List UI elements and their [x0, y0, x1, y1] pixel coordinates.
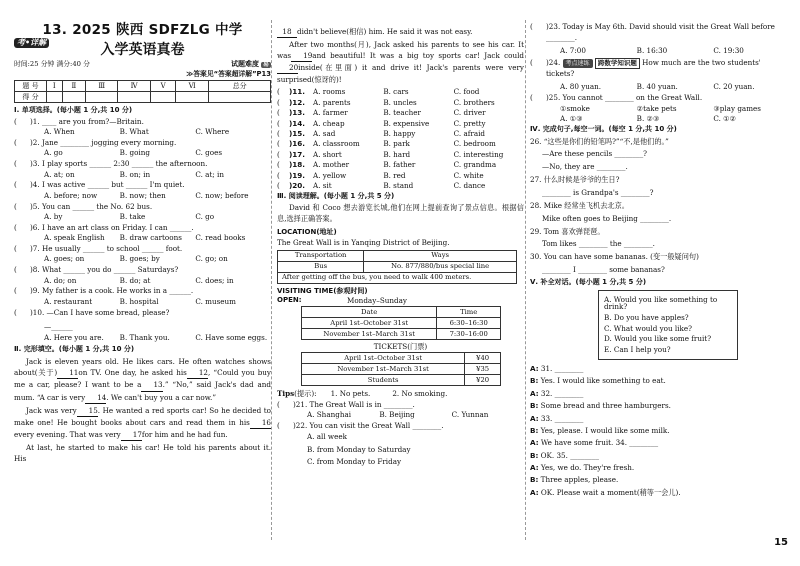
cloze-option-row: ( )20. A. sit B. stand C. dance: [277, 180, 486, 190]
dialogue-line: B: OK. 35. ________: [530, 450, 599, 460]
location-label: LOCATION(地址): [277, 227, 337, 236]
question-options: A. When B. What C. Where: [44, 127, 230, 137]
question-options: A. speak English B. draw cartoons C. read books: [44, 233, 246, 243]
column-3: ( )23. Today is May 6th. David should visit the Great Wall before ________. A. 7:00 B. 16:30 C. 19:30 ( )24. 考点速练 跨数学知识题 How much are the two students' tickets? A. 80 yuan. B. 40 yuan. C. 20 yuan. ( )25. You cannot ________ on the Great Wall. ①smoke ②take pets ③play games A. ①③ B. ②③ C. ①② Ⅳ. 完成句子,每空一词。(每空 1 分,共 10 分) 26. “这些是你们的铅笔吗?”“不,是他们的。” —Are these pencils ________? —No, they are ________. 27. 什么时候是爷爷的生日? ________ is Grandpa's ________? 28. Mike 经常坐飞机去北京。 Mike often goes to Beijing ________. 29. Tom 喜欢弹琵琶。 Tom likes ________ the ________. 30. You can have some bananas. (变一般疑问句) ________ I ________ some bananas? Ⅴ. 补全对话。(每小题 1 分,共 5 分) A. Would you like something to drink? B. Do you have apples? C. What would you like? D. Would you like some fruit? E. Can I help you? A: 31. ________ B: Yes. I would like something to eat. A: 32. ________ B: Some bread and three hamburgers. A: 33. ________ B: Yes, please. I would like some milk. A: We have some fruit. 34. ________ B: OK. 35. ________ A: Yes, we do. They're fresh. B: Three apples, please. A: OK. Please wait a moment(稍等一会儿).: [530, 22, 790, 496]
question-options: A. goes; on B. goes; by C. go; on: [44, 254, 228, 264]
dialogue-line: B: Yes. I would like something to eat.: [530, 376, 666, 386]
page-number: 15: [774, 537, 788, 548]
question-22: ( )22. You can visit the Great Wall ________.: [277, 421, 444, 431]
question-options: A. at; on B. on; in C. at; in: [44, 169, 224, 179]
transport-table: Transportation Ways Bus No. 877/880/bus special line After getting off the bus, you need to walk 400 meters.: [277, 250, 517, 284]
cloze-paragraph-2: Jack was very 15. He wanted a red sports car! So he decided to make one! He bought books about cars and read them in his 16every evening. That was very 17for him and he had fun.: [14, 405, 271, 441]
question-1: ( )1. ____ are you from?—Britain.: [14, 116, 144, 126]
column-divider: [271, 20, 272, 540]
column-1: [14, 18, 271, 464]
column-divider: [525, 20, 526, 540]
difficulty: 试题难度 易: [230, 59, 269, 68]
exam-title: 13. 2025 陕西 SDFZLG 中学: [42, 22, 243, 38]
dialogue-line: A: Yes, we do. They're fresh.: [530, 463, 635, 473]
question-options: A. before; now B. now; then C. now; before: [44, 190, 249, 200]
section2-heading: Ⅱ. 完形填空。(每小题 1 分,共 10 分): [14, 344, 135, 353]
visit-label: VISITING TIME(参观时间): [277, 286, 368, 295]
open-time-table: Date Time April 1st–October 31st 6:30–16:30 November 1st–March 31st 7:30–16:00: [301, 306, 501, 340]
cloze-option-row: ( )17. A. short B. hard C. interesting: [277, 149, 504, 159]
question-8: ( )8. What ______ you do ______ Saturdays?: [14, 265, 179, 275]
question-3: ( )3. I play sports ______ 2:30 ______ the afternoon.: [14, 159, 208, 169]
question-21: ( )21. The Great Wall is in ________.: [277, 400, 415, 410]
column-2: 18 didn't believe(相信) him. He said it was not easy. After two months(月), Jack asked his parents to see his car. It was 19and beautiful! It was a big toy sports car! Jack could20inside(在里面) it and drive it! Jack's parents were very surprised(惊讶的)! ( )11. A. rooms B. cars C. food ( )12. A. parents B. uncles C. brothers ( )13. A. farmer B. teacher C. driver ( )14. A. cheap B. expensive C. pretty ( )15. A. sad B. happy C. afraid ( )16. A. classroom B. park C. bedroom ( )17. A. short B. hard C. interesting ( )18. A. mother B. father C. grandma ( )19. A. yellow B. red C. white ( )20. A. sit B. stand C. dance Ⅲ. 阅读理解。(每小题 1 分,共 5 分) David 和 Coco 想去游览长城,他们在网上提前查询了景点信息。根据信息,选择正确答案。 LOCATION(地址) The Great Wall is in Yanqing District of Beijing. Transportation Ways Bus No. 877/880/bus special line After getting off the bus, you need to walk 400 meters. VISITING TIME(参观时间) OPEN: Monday–Sunday Date Time April 1st–October 31st 6:30–16:30 November 1st–March 31st 7:30–16:00 TICKETS(门票) April 1st–October 31st ¥40 November 1st–March 31st ¥35 Students ¥20 Tips(提示): 1. No pets. 2. No smoking. ( )21. The Great Wall is in ________. A. Shanghai B. Beijing C. Yunnan ( )22. You can visit the Great Wall ________. A. all week B. from Monday to Saturday C. from Monday to Friday: [277, 26, 524, 467]
cloze-option-row: ( )19. A. yellow B. red C. white: [277, 170, 484, 180]
tickets-table: April 1st–October 31st ¥40 November 1st–March 31st ¥35 Students ¥20: [301, 352, 501, 386]
answer-reference: ≫答案见“答案超详解”P13: [186, 69, 271, 78]
question-2: ( )2. Jane ________ jogging every morning.: [14, 138, 177, 148]
cloze-continued: 18 didn't believe(相信) him. He said it was not easy.: [277, 26, 524, 38]
cloze-option-row: ( )18. A. mother B. father C. grandma: [277, 160, 497, 170]
question-9: ( )9. My father is a cook. He works in a ______.: [14, 286, 194, 296]
question-25: ( )25. You cannot ________ on the Great Wall.: [530, 93, 703, 103]
tips: Tips(提示): 1. No pets. 2. No smoking.: [277, 389, 448, 399]
dialogue-line: B: Three apples, please.: [530, 475, 619, 485]
cloze-option-row: ( )14. A. cheap B. expensive C. pretty: [277, 118, 486, 128]
dialogue-line: B: Yes, please. I would like some milk.: [530, 425, 670, 435]
question-6: ( )6. I have an art class on Friday. I can ______.: [14, 222, 194, 232]
dialogue-line: A: 31. ________: [530, 363, 584, 373]
cloze-paragraph-1: Jack is eleven years old. He likes cars. He often watches shows about(关于) 11on TV. One day, he asked his 12, “Could you buy me a car, please? I want to be a 13.” “No,” said Jack's dad and mum. “A car is very 14. We can't buy you a car now.”: [14, 356, 271, 404]
cloze-option-row: ( )16. A. classroom B. park C. bedroom: [277, 139, 496, 149]
question-options: A. Here you are. B. Thank you. C. Have some eggs.: [44, 333, 268, 343]
section3-heading: Ⅲ. 阅读理解。(每小题 1 分,共 5 分): [277, 192, 395, 201]
cloze-option-row: ( )12. A. parents B. uncles C. brothers: [277, 97, 495, 107]
dialogue-options-box: A. Would you like something to drink? B. Do you have apples? C. What would you like? D. Would you like some fruit? E. Can I help you?: [598, 290, 738, 360]
question-7: ( )7. He usually ______ to school ______ foot.: [14, 244, 183, 254]
section1-heading: Ⅰ. 单项选择。(每小题 1 分,共 10 分): [14, 106, 133, 115]
dialogue-line: A: 32. ________: [530, 388, 584, 398]
score-table: 题 号 Ⅰ Ⅱ Ⅲ Ⅳ Ⅴ Ⅵ 总分 得 分: [14, 80, 271, 103]
cloze-option-row: ( )11. A. rooms B. cars C. food: [277, 87, 480, 97]
question-5: ( )5. You can ______ the No. 62 bus.: [14, 201, 153, 211]
exam-meta: [14, 61, 271, 68]
section4-heading: Ⅳ. 完成句子,每空一词。(每空 1 分,共 10 分): [530, 125, 677, 134]
question-23: ( )23. Today is May 6th. David should visit the Great Wall before ________.: [530, 22, 775, 42]
time-score: 时间:25 分钟 满分:40 分: [14, 59, 90, 68]
dialogue: [530, 365, 790, 496]
section5-heading: Ⅴ. 补全对话。(每小题 1 分,共 5 分): [530, 277, 647, 286]
cloze-option-row: ( )13. A. farmer B. teacher C. driver: [277, 108, 486, 118]
dialogue-line: A: OK. Please wait a moment(稍等一会儿).: [530, 487, 681, 497]
dialogue-line: B: Some bread and three hamburgers.: [530, 401, 671, 411]
dialogue-line: A: We have some fruit. 34. ________: [530, 438, 659, 448]
tickets-label: TICKETS(门票): [373, 342, 428, 352]
question-10: ( )10. —Can I have some bread, please?: [14, 307, 170, 317]
question-options: A. do; on B. do; at C. does; in: [44, 275, 234, 285]
cloze-options: [277, 88, 524, 189]
cloze-paragraph-3: At last, he started to make his car! He told his parents about it. His: [14, 443, 271, 464]
location-text: The Great Wall is in Yanqing District of Beijing.: [277, 237, 450, 247]
reading-intro: David 和 Coco 想去游览长城,他们在网上提前查询了景点信息。根据信息,选择正确答案。: [277, 203, 524, 224]
question-options: A. go B. going C. goes: [44, 148, 223, 158]
exam-subtitle: 入学英语真卷: [100, 41, 185, 58]
question-4: ( )4. I was active ______ but ______ I'm quiet.: [14, 180, 185, 190]
detail-badge: 考•详解: [14, 38, 49, 48]
cloze-option-row: ( )15. A. sad B. happy C. afraid: [277, 129, 486, 139]
question-24: ( )24. 考点速练 跨数学知识题 How much are the two students' tickets?: [530, 57, 761, 79]
section1-questions: ( )1. ____ are you from?—Britain. A. When B. What C. Where ( )2. Jane ________ jogging every morning. A. go B. going C. goes ( )3. I play sports ______ 2:30 ______ the afternoon. A. at; on B. on; in C. at; in ( )4. I was active ______ but ______ I'm quiet. A. before; now B. now; then C. now; before ( )5. You can ______ the No. 62 bus. A. by B. take C. go ( )6. I have an art class on Friday. I can ______. A. speak English B. draw cartoons C. read books ( )7. He usually ______ to school ______ foot. A. goes; on B. goes; by C. go; on ( )8. What ______ you do ______ Saturdays? A. do; on B. do; at C. does; in ( )9. My father is a cook. He works in a ______. A. restaurant B. hospital C. museum ( )10. —Can I have some bread, please? —______ A. Here you are. B. Thank you. C. Have some eggs.: [14, 118, 271, 342]
question-options: A. by B. take C. go: [44, 212, 215, 222]
dialogue-line: A: 33. ________: [530, 413, 584, 423]
question-options: A. restaurant B. hospital C. museum: [44, 296, 236, 306]
